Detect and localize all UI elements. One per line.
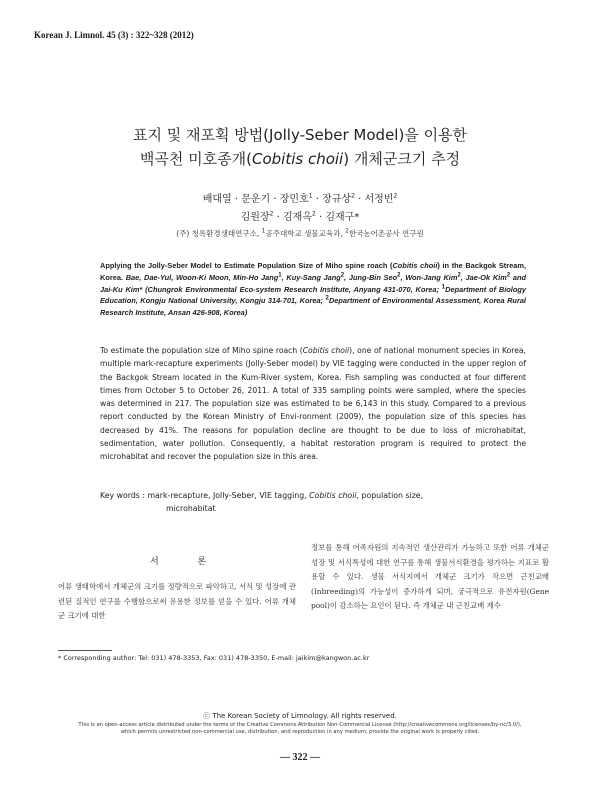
eh-part: ) in the Backgok Stream, Korea. <box>100 261 526 282</box>
section-heading-introduction: 서 론 <box>150 557 225 567</box>
eh-sup: 2 <box>325 295 329 302</box>
author-separator: · <box>270 194 280 205</box>
eh-affil: Department of Environmental Assessment, Korea Rural Research Institute, Ansan 426-908, Korea) <box>100 296 526 318</box>
eh-sup: 2 <box>457 272 461 279</box>
abstract-body <box>100 344 526 464</box>
eh-affil: and Jai-Ku Kim* (Chungrok Environmental Eco-system Research Institute, Anyang 431-070, Korea; <box>100 272 526 294</box>
author-separator: · <box>273 212 283 223</box>
license-notice <box>0 722 600 736</box>
keywords-label: Key words : <box>100 491 148 500</box>
eh-part: Applying the Jolly-Seber Model to Estimate Population Size of Miho spine roach ( <box>100 261 393 270</box>
eh-authors: , Jae-Ok Kim <box>460 272 507 282</box>
author-name: 배대열 <box>202 194 232 205</box>
author-name: 문운기 <box>241 194 271 205</box>
author-name: 김원장 <box>240 212 270 223</box>
author-name: 장규상 <box>322 194 352 205</box>
author-name: 김재구* <box>325 212 360 223</box>
abstract-part: ), one of national monument species in Korea, multiple mark-recapture experiments (Jolly-Seber model) by VIE tagging were conducted in the upper region of the Backgok Stream located in the Kum-River system, Korea. Fish sampling was conducted at four different times from October 5 to October 26, 2011. A total of 335 sampling points were sampled, where the species was determined in 217. The population size was estimated to be 6,143 in this study. Compared to a previous report conducted by the Korean Ministry of Envi-ronment (2009), the population size of this species has decreased by 41%. The reasons for population decline are thought to be due to loss of microhabitat, sedimentation, water pollution. Consequently, a habitat restoration program is required to protect the microhabitat and recover the population size in this area. <box>100 346 526 462</box>
aff-sup: 2 <box>345 227 349 235</box>
english-abstract-header <box>100 260 526 319</box>
body-text-right-column: 정보를 통해 어족자원의 지속적인 생산관리가 가능하고 또한 어류 개체군 성장 및 서식특성에 대한 연구를 통해 생물서식환경을 평가하는 지표로 활용할 수 있다. 생물 서식지에서 개체군 크기가 작으면 근친교배(Inbreeding)의 가능성이 증가하게 되며, 궁극적으로 유전자원(Gene pool)이 감소하는 요인이 된다. 즉 개체군 내 근친교배 계수 <box>311 543 549 610</box>
abstract-species: Cobitis choii <box>302 346 350 355</box>
eh-sup: 1 <box>278 272 282 279</box>
corresponding-author-footnote: * Corresponding author: Tel: 031) 478-3353, Fax: 031) 478-3350, E-mail: jaikim@kangwon.ac.kr <box>58 654 370 662</box>
author-sup: 2 <box>269 210 274 218</box>
abstract-part: To estimate the population size of Miho spine roach ( <box>100 346 303 355</box>
paper-title-line-1: 표지 및 재포획 방법(Jolly-Seber Model)을 이용한 <box>132 126 468 144</box>
author-list-line-2 <box>0 208 600 223</box>
license-line-1: This is an open-access article distributed under the terms of the Creative Commons Attribution Non-Commercial License (http://creativecommons.org/licenses/by-nc/3.0/), <box>78 722 522 728</box>
author-name: 서정빈 <box>364 194 394 205</box>
eh-sup: 2 <box>397 272 401 279</box>
author-separator: · <box>354 194 365 205</box>
eh-authors: Bae, Dae-Yul, Woon-Ki Moon, Min-Ho Jang <box>125 272 279 282</box>
author-separator: · <box>231 194 242 205</box>
author-sup: 2 <box>311 210 316 218</box>
aff-sup: 1 <box>261 227 266 235</box>
eh-sup: 2 <box>340 272 345 279</box>
author-sup: 2 <box>351 192 355 200</box>
author-affiliations <box>0 228 600 239</box>
aff-part: 한국농어촌공사 연구원 <box>348 229 424 238</box>
copyright-notice: ⓒ The Korean Society of Limnology. All rights reserved. <box>203 712 397 720</box>
paper-title-line-2 <box>0 148 600 169</box>
keywords-part: mark-recapture, Jolly-Seber, VIE tagging, <box>147 491 310 500</box>
keywords-part: , population size, <box>356 491 424 500</box>
eh-authors: , Jung-Bin Seo <box>344 272 398 282</box>
keywords <box>100 490 526 515</box>
aff-part: (주) 청록환경생태연구소, <box>176 229 262 238</box>
keywords-species: Cobitis choii <box>309 491 357 500</box>
author-separator: · <box>312 194 323 205</box>
title-part: 백곡천 미호종개( <box>139 150 252 168</box>
page-number: — 322 — <box>280 752 320 763</box>
author-name: 장민호 <box>279 194 309 205</box>
footnote-rule <box>58 650 112 651</box>
eh-authors: , Won-Jang Kim <box>400 272 458 282</box>
author-name: 김재옥 <box>283 212 312 223</box>
eh-authors: , Kuy-Sang Jang <box>281 272 341 282</box>
eh-affil: Department of Biology Education, Kongju National University, Kongju 314-701, Korea; <box>100 284 527 306</box>
keywords-line-1 <box>100 490 526 503</box>
license-line-2: which permits unrestricted non-commercial use, distribution, and reproduction in any medium, provide the original work is properly cited. <box>120 729 480 736</box>
author-sup: 2 <box>393 192 398 200</box>
title-species: Cobitis choii <box>251 150 344 168</box>
title-part: ) 개체군크기 추정 <box>343 150 461 168</box>
eh-species: Cobitis choii <box>392 261 438 270</box>
eh-sup: 2 <box>506 272 511 279</box>
body-text-left-column: 어류 생태학에서 개체군의 크기를 정량적으로 파악하고, 서식 및 성장에 관련된 질적인 연구를 수행함으로써 유용한 정보를 얻을 수 있다. 어류 개체군 크기에 대한 <box>58 582 296 620</box>
author-separator: · <box>315 212 326 223</box>
author-list-line-1 <box>0 190 600 205</box>
keywords-line-2: microhabitat <box>166 503 216 513</box>
journal-citation: Korean J. Limnol. 45 (3) : 322~328 (2012) <box>34 30 194 40</box>
aff-part: 공주대학교 생물교육과, <box>265 229 346 238</box>
eh-sup: 1 <box>441 284 446 291</box>
author-sup: 1 <box>308 192 313 200</box>
